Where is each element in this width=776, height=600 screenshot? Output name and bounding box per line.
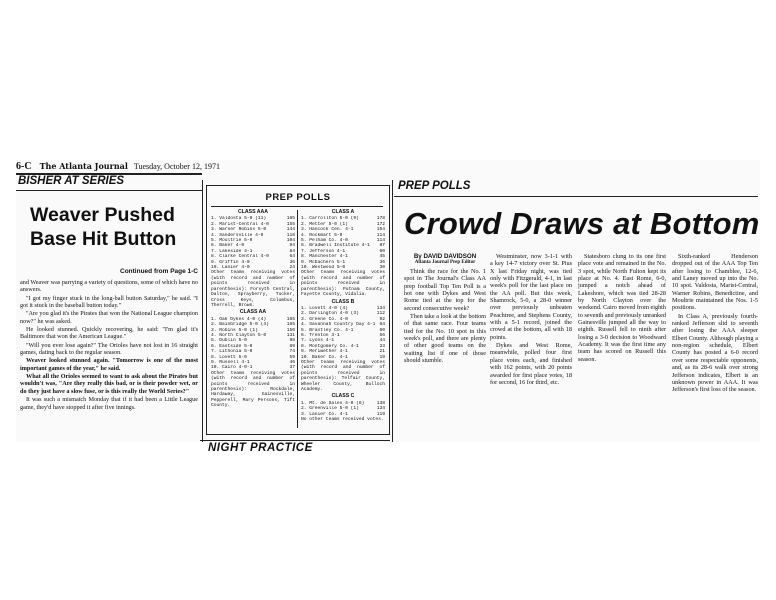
poll-points: 84 (379, 322, 385, 328)
poll-column-aaa-aa (211, 208, 295, 409)
story-kicker-left: BISHER AT SERIES (18, 175, 125, 187)
poll-points: 131 (286, 332, 295, 338)
poll-team: 9. McEachern 5-1 (301, 259, 346, 265)
byline-title: Atlanta Journal Prep Editor (414, 260, 476, 265)
poll-points: 64 (289, 254, 295, 260)
paragraph: "Will you ever lose again?" The Orioles have not lost in 16 straight games, dating back to the regular season. (20, 341, 198, 357)
poll-team: 5. Moultrie 5-0 (211, 238, 253, 244)
kicker-rule-left (16, 190, 202, 191)
poll-team: 7. Lyons 4-1 (301, 338, 335, 344)
poll-points: 155 (286, 221, 295, 227)
poll-points: 60 (379, 327, 385, 333)
poll-team: 4. North Clayton 5-0 (211, 332, 267, 338)
poll-team: 8. Montgomery Co. 4-1 (301, 343, 359, 349)
poll-team: 10. Cairo 4-0-1 (211, 365, 253, 371)
headline-left (30, 205, 176, 250)
poll-points: 19 (379, 354, 385, 360)
class-b-list (301, 306, 385, 360)
class-b-note: Other teams receiving votes (with record and number of points received in parenthesis): Telfair County, Wheeler County, Bulloch Academy. (301, 359, 385, 392)
kicker-rule-right (394, 196, 758, 197)
paragraph: It was such a mismatch Monday that if it had been a Little League game, they'd have stopped it after five innings. (20, 396, 198, 411)
poll-points: 87 (379, 243, 385, 249)
poll-points: 119 (376, 411, 385, 417)
paragraph: What all the Orioles seemed to want to ask about the Pirates but wouldn't was, "Are they really this bad, or is their powder wet, or do they just have a slow fuse, or is this really the World Series?" (20, 373, 198, 395)
class-aaa-note: Other teams receiving votes (with record and number of points received in parenthesis): Forsyth Central, Dalton, Sprayberry, Tucker, Cross Keys, Columbus, Therrell, Brown. (211, 270, 295, 308)
right-column-4 (672, 253, 758, 395)
class-aaa-list (211, 216, 295, 270)
story-kicker-right: PREP POLLS (398, 180, 471, 192)
poll-points: 112 (376, 311, 385, 317)
poll-team: 8. Clarke Central 4-0 (211, 254, 269, 260)
right-column-2 (490, 253, 572, 387)
continued-line: Continued from Page 1-C (120, 268, 199, 275)
paragraph: In Class A, previously fourth-ranked Jefferson slid to seventh after losing the AAA sleeper Elbert County. Although playing a non-region schedule, Elbert County has posted a 6-0 record over some respectable opponents, and, as its 28-6 walk over strong Jefferson indicates, Elbert is an unknown power in AAA. It was Jefferson's first loss of the season. (672, 312, 758, 394)
poll-points: 59 (289, 354, 295, 360)
poll-points: 46 (289, 359, 295, 365)
poll-team: 5. Brantley Co. 4-1 (301, 327, 354, 333)
poll-points: 94 (289, 243, 295, 249)
poll-points: 172 (376, 221, 385, 227)
page-number: 6-C (16, 161, 32, 172)
poll-team: 3. Warner Robins 5-0 (211, 227, 267, 233)
poll-team: 6. Trenton 3-1 (301, 332, 340, 338)
poll-points: 138 (376, 400, 385, 406)
headline-line-1: Weaver Pushed (30, 204, 175, 226)
poll-team: 7. Lithonia 5-0 (211, 349, 253, 355)
poll-team: 4. Sandersville 4-0 (211, 232, 264, 238)
column-rule (202, 180, 203, 442)
poll-points: 21 (379, 349, 385, 355)
poll-team: 10. Baker Co. 4-1 (301, 354, 348, 360)
poll-team: 2. Darlington 4-0 (3) (301, 311, 359, 317)
poll-points: 33 (379, 343, 385, 349)
poll-team: 2. Bainbridge 5-0 (4) (211, 322, 269, 328)
poll-team: 5. Pelham Co. 4-0 (301, 238, 348, 244)
poll-points: 60 (379, 248, 385, 254)
poll-points: 134 (376, 305, 385, 311)
poll-team: 1. Oak Dykes 4-0 (4) (211, 316, 267, 322)
paragraph: Weaver looked stunned again. "Tomorrow is one of the most important games of the year," he said. (20, 357, 198, 372)
right-column-3 (578, 253, 666, 364)
paragraph: "Are you glad it's the Pirates that won the National League champion now?" he was asked. (20, 310, 198, 325)
night-practice-rule (200, 440, 390, 441)
poll-team: 2. Marist-Central 4-0 (211, 221, 269, 227)
poll-points: 37 (289, 365, 295, 371)
prep-polls-box (206, 185, 390, 435)
column-rule (392, 180, 393, 442)
poll-points: 56 (379, 332, 385, 338)
poll-points: 154 (376, 227, 385, 233)
poll-box-title: PREP POLLS (265, 192, 331, 203)
right-column-1 (404, 268, 486, 365)
poll-column-divider (297, 210, 298, 428)
poll-points: 185 (286, 216, 295, 222)
poll-column-a-b-c (301, 208, 385, 422)
class-aaa-title: CLASS AAA (237, 209, 269, 215)
headline-line-2: Base Hit Button (30, 228, 177, 251)
poll-team: 9. Meriwether 4-1 (301, 349, 348, 355)
poll-points: 178 (376, 216, 385, 222)
poll-points: 144 (286, 227, 295, 233)
poll-team: 8. Lovett 5-0 (211, 354, 247, 360)
class-b-title: CLASS B (331, 298, 355, 305)
poll-team: 3. Greene Co. 4-0 (301, 316, 348, 322)
poll-team: 4. Savannah Country Day 4-1 (301, 322, 376, 328)
poll-points: 92 (379, 316, 385, 322)
poll-points: 165 (286, 316, 295, 322)
poll-team: 10. Westwood 5-0 (301, 265, 346, 271)
paragraph: and Weaver was parrying a variety of questions, some of which have no answers. (20, 279, 198, 294)
paragraph: He looked stunned. Quickly recovering, he said: "I'm glad it's Baltimore that won the American League." (20, 326, 198, 341)
class-a-list (301, 216, 385, 270)
poll-points: 30 (379, 265, 385, 271)
poll-points: 45 (379, 254, 385, 260)
paragraph: Statesboro clung to its one first place vote and remained in the No. 3 spot, while North Fulton kept its place at No. 4. East Rome, 6-0, jumped a notch ahead of Lakeshore, which was tied 28-28 by North Clayton over the weekend. Cairo moved from eighth to seventh and previously unranked Gainesville jumped all the way to eighth. Russell fell to ninth after losing a 3-0 decision to Woodward Academy. It was the first time any team has scored on Russell this season. (578, 253, 666, 363)
class-aa-list (211, 317, 295, 371)
poll-team: 6. Baker 4-0 (211, 243, 245, 249)
poll-team: 7. Lakeside 4-1 (211, 248, 253, 254)
poll-team: 8. Manchester 4-1 (301, 254, 348, 260)
poll-team: 3. Robins 5-0 (1) (211, 327, 258, 333)
poll-points: 104 (286, 238, 295, 244)
class-c-title: CLASS C (331, 393, 355, 400)
paragraph: Then take a look at the bottom of that same race. Four teams tied for the No. 10 spot in this week's poll, and there are plenty of other good teams on the waiting list if one of those should stumble. (404, 313, 486, 365)
paragraph: Dykes and West Rome, meanwhile, polled four first place votes each, and finished with 162 points, with 20 points awarded for first place votes, 18 for second, 16 for third, etc. (490, 342, 572, 386)
poll-team: 9. Russell 4-1 (211, 359, 250, 365)
poll-team: 3. Hancock Cen. 4-1 (301, 227, 354, 233)
poll-points: 36 (379, 259, 385, 265)
poll-points: 89 (289, 343, 295, 349)
night-practice-kicker: NIGHT PRACTICE (208, 442, 313, 454)
poll-team: 6. Bradwell Institute 4-1 (301, 243, 370, 249)
paragraph: "I got my finger stuck in the long-ball button Saturday," he said. "I got it stuck in the baseball button today." (20, 294, 198, 310)
poll-team: 1. Valdosta 5-0 (11) (211, 216, 267, 222)
poll-points: 165 (286, 322, 295, 328)
poll-box-title-rule (211, 206, 383, 207)
class-a-title: CLASS A (331, 209, 355, 215)
class-aa-note: Other teams receiving votes (with record and number of points received in parenthesis): Rockdale, Hardaway, Gainesville, Pepperell, Mary Persons, Tift County. (211, 370, 295, 409)
poll-points: 114 (376, 238, 385, 244)
class-aa-title: CLASS AA (239, 309, 267, 316)
poll-team: 1. Carrollton 5-0 (9) (301, 216, 359, 222)
class-c-list (301, 401, 385, 417)
page-date: Tuesday, October 12, 1971 (133, 162, 220, 171)
poll-points: 74 (289, 349, 295, 355)
byline-name: By DAVID DAVIDSON (413, 253, 477, 260)
poll-team: 10. Lanier 4-0 (211, 265, 250, 271)
class-a-note: Other teams receiving votes (with record and number of points received in parenthesis): Putnam County, Fayette County, Vidalia. (301, 270, 385, 298)
story-body-left (20, 279, 198, 412)
poll-points: 134 (376, 406, 385, 412)
poll-team: 4. Rockmart 5-0 (301, 232, 343, 238)
headline-right: Crowd Draws at Bottom (404, 206, 760, 241)
poll-points: 84 (289, 248, 295, 254)
poll-points: 24 (289, 265, 295, 271)
paragraph: Westminster, now 3-1-1 with a key 14-7 victory over St. Pius X last Friday night, was tied only with Fitzgerald, 4-1, in last week's poll for the last place on the AA poll. But this week, Shamrock, 5-0, a 28-0 winner over previously unbeaten Peachtree, and Stephens County, with a 5-1 record, joined the crowd at the bottom, all with 18 points. (490, 253, 572, 341)
poll-team: 9. Griffin 4-0 (211, 259, 250, 265)
poll-points: 44 (379, 338, 385, 344)
poll-points: 150 (286, 327, 295, 333)
poll-team: 1. Mt. de Sales 4-0 (6) (301, 400, 365, 406)
poll-points: 114 (376, 232, 385, 238)
poll-team: 2. Metter 5-0 (1) (301, 221, 348, 227)
paragraph: Sixth-ranked Henderson dropped out of the AAA Top Ten after losing to Chamblee, 12-6, and Laney moved up into the No. 10 spot. Valdosta, Marist-Central, Warner Robins, Benedictine, and Moultrie maintained the Nos. 1-5 positions. (672, 253, 758, 312)
poll-team: 2. Greenville 5-0 (1) (301, 406, 359, 412)
poll-points: 118 (286, 232, 295, 238)
poll-team: 7. Jefferson 4-1 (301, 248, 346, 254)
paper-name: The Atlanta Journal (39, 161, 128, 171)
poll-team: 3. Lanier Co. 4-1 (301, 411, 348, 417)
poll-team: 6. Eastside 5-0 (211, 343, 253, 349)
page-header (16, 161, 220, 172)
poll-team: 1. Lovett 4-0 (4) (301, 305, 348, 311)
class-c-note: No other teams received votes. (301, 417, 384, 423)
poll-points: 98 (289, 338, 295, 344)
poll-points: 36 (289, 259, 295, 265)
byline (404, 253, 486, 265)
paragraph: Think the race for the No. 1 spot in The Journal's Class AA prep football Top Ten Poll is a hot one with Dykes and West Rome tied at the top for the second consecutive week? (404, 268, 486, 312)
poll-team: 5. Dublin 5-0 (211, 338, 247, 344)
